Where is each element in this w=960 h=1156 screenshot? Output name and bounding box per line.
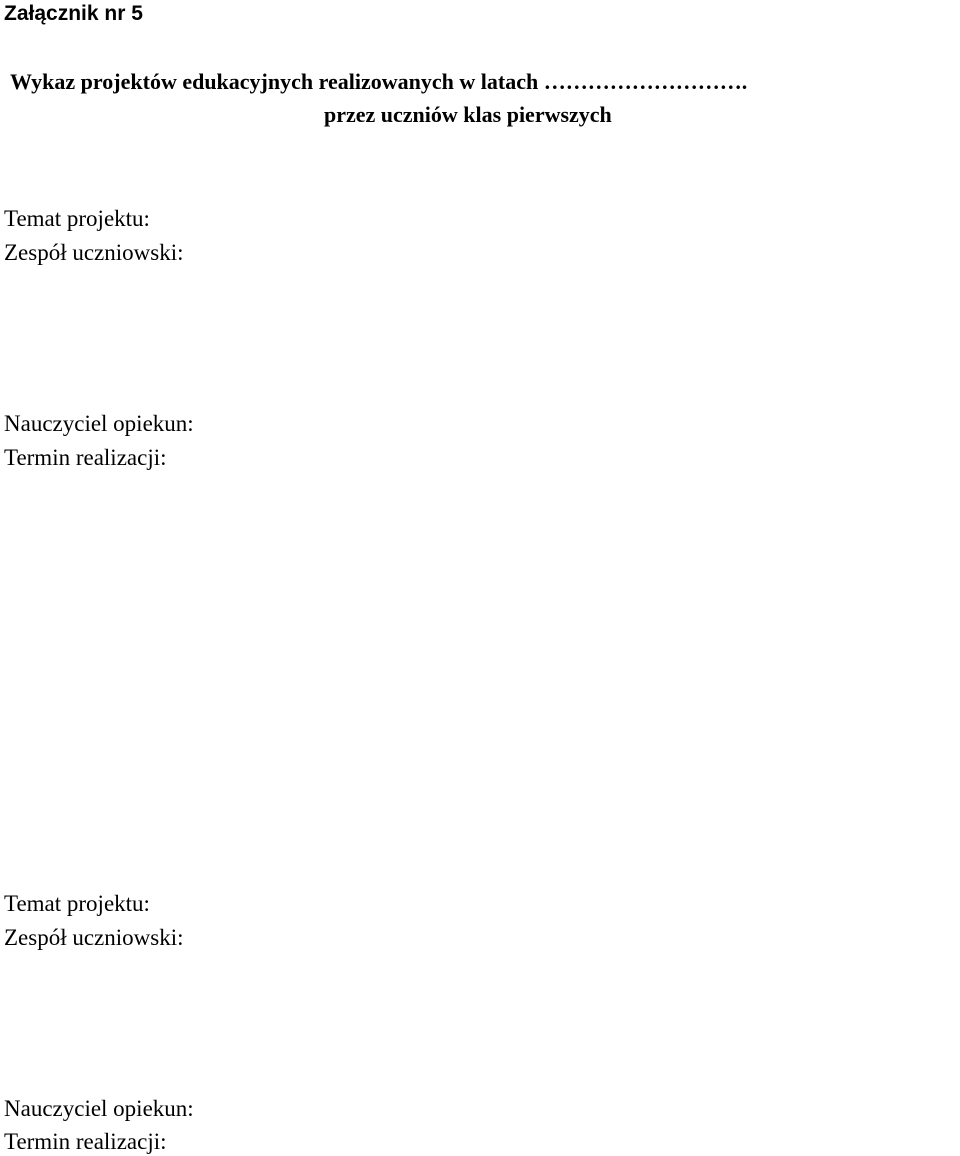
project-topic-label: Temat projektu: — [4, 891, 150, 916]
supervising-teacher-label: Nauczyciel opiekun: — [4, 411, 194, 436]
completion-date-label: Termin realizacji: — [4, 445, 167, 470]
document-title: Wykaz projektów edukacyjnych realizowanych w latach ………………………. — [10, 69, 748, 94]
annex-label: Załącznik nr 5 — [4, 2, 143, 25]
document-subtitle: przez uczniów klas pierwszych — [324, 102, 612, 127]
student-team-label: Zespół uczniowski: — [4, 925, 184, 950]
supervising-teacher-label: Nauczyciel opiekun: — [4, 1096, 194, 1121]
student-team-label: Zespół uczniowski: — [4, 240, 184, 265]
completion-date-label: Termin realizacji: — [4, 1129, 167, 1154]
project-topic-label: Temat projektu: — [4, 206, 150, 231]
